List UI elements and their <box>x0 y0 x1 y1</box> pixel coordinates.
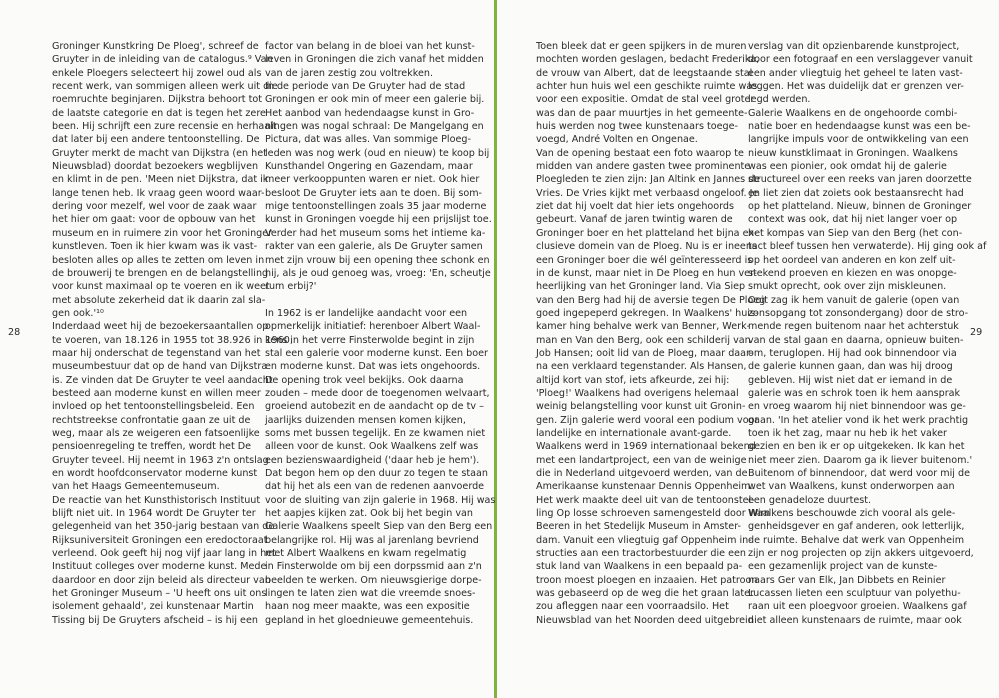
text-line: op het oordeel van anderen en kon zelf uit- <box>748 254 956 266</box>
text-line: tact bleef tussen hen verwaterde). Hij ging ook af <box>748 241 987 253</box>
text-line: structureel over een reeks van jaren doorzette <box>748 174 972 186</box>
text-line: een gezamenlijk project van de kunste- <box>748 561 938 573</box>
text-line: met Albert Waalkens en kwam regelmatig <box>265 548 467 560</box>
text-line: groeiend autobezit en de aandacht op de tv – <box>265 401 484 413</box>
text-line: mochten worden geslagen, bedacht Frederika, <box>536 54 760 66</box>
text-line: niet alleen kunstenaars de ruimte, maar ook <box>748 614 962 626</box>
text-line: het aapjes kijken zat. Ook bij het begin van <box>265 508 473 520</box>
text-line: om, teruglopen. Hij had ook binnendoor via <box>748 347 957 359</box>
text-line: Het aanbod van hedendaagse kunst in Gro- <box>265 107 475 119</box>
text-line: Ploegleden te zien zijn: Jan Altink en Jannes de <box>536 174 761 186</box>
text-line: jaarlijks duizenden mensen komen kijken, <box>265 414 466 426</box>
text-line: gen. Zijn galerie werd vooral een podium voor <box>536 414 759 426</box>
text-line: en moderne kunst. Dat was iets ongehoords. <box>265 361 481 373</box>
text-line: factor van belang in de bloei van het kunst- <box>265 41 475 52</box>
text-line: natie boer en hedendaagse kunst was een be- <box>748 121 971 133</box>
text-line: Pictura, dat was alles. Van sommige Ploeg- <box>265 134 471 146</box>
text-line: toen ik het zag, maar nu heb ik het vaker <box>748 427 947 439</box>
text-line: Amerikaanse kunstenaar Dennis Oppenheim. <box>536 481 754 493</box>
text-line: museum en in ruimere zin voor het Groninger <box>52 227 273 239</box>
text-line: en liet zien dat zoiets ook bestaansrecht had <box>748 187 964 199</box>
text-line: leggen. Het was duidelijk dat er grenzen ver- <box>748 81 964 93</box>
text-line: gelegenheid van het 350-jarig bestaan van de <box>52 521 275 533</box>
text-line: belangrijke rol. Hij was al jarenlang bevriend <box>265 534 479 546</box>
text-line: In 1962 is er landelijke aandacht voor een <box>265 307 468 319</box>
text-line: van de jaren zestig zou voltrekken. <box>265 67 433 79</box>
text-line: beelden te werken. Om nieuwsgierige dorpe- <box>265 574 482 586</box>
text-line: troon moest ploegen en inzaaien. Het patroon <box>536 574 758 586</box>
text-line: museumbestuur dat op de hand van Dijkstra <box>52 361 268 373</box>
text-line: galerie was en schrok toen ik hem aansprak <box>748 387 961 399</box>
text-line: gebeurt. Vanaf de jaren twintig waren de <box>536 214 733 226</box>
text-line: zijn er nog projecten op zijn akkers uitgevoerd, <box>748 548 974 560</box>
text-line: huis werden nog twee kunstenaars toege- <box>536 121 738 133</box>
text-line: kens in het verre Finsterwolde begint in zijn <box>265 334 475 346</box>
text-line: stekend proeven en kiezen en was onopge- <box>748 267 957 279</box>
text-line: enkele Ploegers selecteert hij zowel oud als <box>52 67 262 79</box>
text-line: Nieuwsblad) doordat bezoekers wegblijven <box>52 161 259 173</box>
text-line: Toen bleek dat er geen spijkers in de muren <box>536 41 747 52</box>
text-line: was gebaseerd op de weg die het graan later <box>536 588 754 600</box>
text-line: man en Van den Berg, ook een schilderij van <box>536 334 751 346</box>
page-number-right: 29 <box>970 327 983 338</box>
text-line: invloed op het tentoonstellingsbeleid. Een <box>52 401 255 413</box>
text-line: van den Berg had hij de aversie tegen De Ploeg <box>536 294 766 306</box>
page-number-left: 28 <box>8 327 21 338</box>
text-line: genheidsgever en gaf anderen, ook letterlijk, <box>748 521 965 533</box>
text-line: leden was nog werk (oud en nieuw) te koop bij <box>265 147 490 159</box>
text-line: leven in Groningen die zich vanaf het midden <box>265 54 484 66</box>
text-line: na een verklaard tegenstander. Als Hansen, <box>536 361 747 373</box>
text-line: voor de sluiting van zijn galerie in 1968. Hij was <box>265 494 496 506</box>
text-line: dat later bij een andere tentoonstelling. De <box>52 134 260 146</box>
text-line: isolement gehaald', zei kunstenaar Martin <box>52 601 254 613</box>
text-line: Groningen er ook min of meer een galerie bij. <box>265 94 485 106</box>
text-line: met absolute zekerheid dat ik daarin zal sla- <box>52 294 266 306</box>
text-line: zouden – mede door de toegenomen welvaart, <box>265 387 490 399</box>
text-line: het Groninger Museum – 'U heeft ons uit ons <box>52 588 267 600</box>
text-line: rakter van een galerie, als De Gruyter samen <box>265 241 483 253</box>
text-line: Groninger boer en het platteland het bijna ex- <box>536 227 758 239</box>
text-line: kunstleven. Toen ik hier kwam was ik vast- <box>52 241 258 253</box>
text-line: mige tentoonstellingen zoals 35 jaar moderne <box>265 201 487 213</box>
text-line: wet van Waalkens, kunst onderworpen aan <box>748 481 955 493</box>
text-line: maar hij onderschat de tegenstand van het <box>52 347 261 359</box>
text-line: met zijn vrouw bij een opening thee schonk en <box>265 254 490 266</box>
text-line: het kompas van Siep van den Berg (het con- <box>748 227 963 239</box>
text-line: de brouwerij te brengen en de belangstelling <box>52 267 269 279</box>
text-line: van het Haags Gemeentemuseum. <box>52 481 220 493</box>
text-line: Job Hansen; ooit lid van de Ploeg, maar daar- <box>536 347 753 359</box>
text-line: Instituut colleges over moderne kunst. Mede <box>52 561 267 573</box>
text-line: was dan de paar muurtjes in het gemeente- <box>536 107 748 119</box>
text-column-4 <box>748 40 986 627</box>
text-column-1 <box>52 40 293 627</box>
text-line: gebleven. Hij wist niet dat er iemand in de <box>748 374 953 386</box>
text-line: weg, maar als ze weigeren een fatsoenlijke <box>52 427 260 439</box>
text-line: de ruimte. Behalve dat werk van Oppenheim <box>748 534 965 546</box>
text-line: en vroeg waarom hij niet binnendoor was ge- <box>748 401 966 413</box>
text-line: 'Ploeg!' Waalkens had overigens helemaal <box>536 387 739 399</box>
text-line: naars Ger van Elk, Jan Dibbets en Reinier <box>748 574 946 586</box>
text-line: midden van andere gasten twee prominente <box>536 161 751 173</box>
text-line: alleen voor de kunst. Ook Waalkens zelf was <box>265 441 479 453</box>
text-line: rum erbij?' <box>265 281 317 293</box>
text-line: te voeren, van 18.126 in 1955 tot 38.926 in 1960, <box>52 334 293 346</box>
text-line: zou afleggen naar een voorraadsilo. Het <box>536 601 729 613</box>
text-line: Buitenom of binnendoor, dat werd voor mij de <box>748 468 970 479</box>
text-line: altijd kort van stof, iets afkeurde, zei hij: <box>536 374 730 386</box>
text-line: gepland in het gloednieuwe gemeentehuis. <box>265 614 474 626</box>
text-line: ningen was nogal schraal: De Mangelgang en <box>265 121 484 133</box>
text-line: hij, als je oud genoeg was, vroeg: 'En, scheutje <box>265 267 491 279</box>
text-line: Inderdaad weet hij de bezoekersaantallen op <box>52 321 269 333</box>
text-line: gezien en ben ik er op uitgekeken. Ik kan het <box>748 441 965 453</box>
text-line: De opening trok veel bekijks. Ook daarna <box>265 374 464 386</box>
text-line: op het platteland. Nieuw, binnen de Groninger <box>748 201 972 213</box>
text-line: stal een galerie voor moderne kunst. Een boer <box>265 347 488 359</box>
text-line: verleend. Ook geeft hij nog vijf jaar lang in het <box>52 548 276 560</box>
text-line: Lucassen lieten een sculptuur van polyethu- <box>748 588 961 600</box>
text-line: Galerie Waalkens speelt Siep van den Berg een <box>265 521 493 533</box>
text-column-2 <box>265 40 495 627</box>
text-line: besloten alles op alles te zetten om leven in <box>52 254 265 266</box>
text-line: De reactie van het Kunsthistorisch Instituut <box>52 494 261 506</box>
text-line: recent werk, van sommigen alleen werk uit die <box>52 81 278 93</box>
text-line: mende regen buitenom naar het achterstuk <box>748 321 959 333</box>
text-line: rechtstreekse confrontatie gaan ze uit de <box>52 414 251 426</box>
text-line: Beeren in het Stedelijk Museum in Amster- <box>536 521 741 533</box>
text-line: dering voor mezelf, wel voor de zaak waar <box>52 201 257 213</box>
text-line: dat hij het als een van de redenen aanvoerde <box>265 481 485 493</box>
text-line: haan nog meer maakte, was een expositie <box>265 601 470 613</box>
text-line: langrijke impuls voor de ontwikkeling van een <box>748 134 969 146</box>
text-line: Vries. De Vries kijkt met verbaasd ongeloof. Je <box>536 187 759 199</box>
text-line: en wordt hoofdconservator moderne kunst <box>52 468 258 479</box>
text-line: soms met bussen tegelijk. En ze kwamen niet <box>265 427 486 439</box>
text-line: besteed aan moderne kunst en willen meer <box>52 387 261 399</box>
text-line: Gruyter in de inleiding van de catalogus.⁹ Van <box>52 54 273 66</box>
text-line: meer verkooppunten waren er niet. Ook hier <box>265 174 480 186</box>
text-line: legd werden. <box>748 94 811 106</box>
text-line: ziet dat hij voelt dat hier iets ongehoords <box>536 201 735 213</box>
text-line: Gruyter teveel. Hij neemt in 1963 z'n ontslag <box>52 454 269 466</box>
text-line: zonsopgang tot zonsondergang) door de stro- <box>748 307 969 319</box>
text-line: niet meer zien. Daarom ga ik liever buitenom.' <box>748 454 973 466</box>
text-line: In de periode van De Gruyter had de stad <box>265 81 466 93</box>
text-line: Rijksuniversiteit Groningen een eredoctoraat <box>52 534 268 546</box>
text-line: Verder had het museum soms het intieme ka- <box>265 227 486 239</box>
text-line: was een pionier, ook omdat hij de galerie <box>748 161 947 173</box>
text-line: is. Ze vinden dat De Gruyter te veel aandacht <box>52 374 273 386</box>
text-line: met een landartproject, een van de weinige <box>536 454 747 466</box>
text-line: een bezienswaardigheid ('daar heb je hem'). <box>265 454 480 466</box>
text-line: gaan. 'In het atelier vond ik het werk prachtig <box>748 414 969 426</box>
text-line: kunst in Groningen voegde hij een prijslijst toe. <box>265 214 492 226</box>
text-line: nieuw kunstklimaat in Groningen. Waalkens <box>748 147 958 159</box>
text-line: in de kunst, maar niet in De Ploeg en hun ver- <box>536 267 757 279</box>
text-line: besloot De Gruyter iets aan te doen. Bij som- <box>265 187 482 199</box>
text-line: een ander vliegtuig het geheel te laten vast- <box>748 67 963 79</box>
text-line: een genadeloze duurtest. <box>748 494 872 506</box>
text-line: de vrouw van Albert, dat de leegstaande stal <box>536 67 753 79</box>
text-line: gen ook.'¹⁰ <box>52 307 104 319</box>
text-line: daardoor en door zijn beleid als directeur van <box>52 574 271 586</box>
text-line: heerlijking van het Groninger land. Via Siep <box>536 281 746 293</box>
text-line: dam. Vanuit een vliegtuig gaf Oppenheim in- <box>536 534 752 546</box>
text-line: lange tenen heb. Ik vraag geen woord waar- <box>52 187 265 199</box>
text-line: Van de opening bestaat een foto waarop te <box>536 147 744 159</box>
text-line: voor een expositie. Omdat de stal veel groter <box>536 94 755 106</box>
text-line: stuk land van Waalkens in een bepaald pa- <box>536 561 743 573</box>
text-line: context was ook, dat hij niet langer voer op <box>748 214 958 226</box>
text-line <box>265 294 495 307</box>
text-line: Waalkens beschouwde zich vooral als gele- <box>748 508 956 520</box>
text-line: been. Hij schrijft een zure recensie en herhaalt <box>52 121 277 133</box>
text-line: structies aan een tractorbestuurder die een <box>536 548 746 560</box>
text-line: in Finsterwolde om bij een dorpssmid aan z'n <box>265 561 482 573</box>
text-line: Tissing bij De Gruyters afscheid – is hij een <box>52 614 258 626</box>
text-line: voor kunst maximaal op te voeren en ik weet <box>52 281 270 293</box>
text-column-3 <box>536 40 770 627</box>
text-line: achter hun huis wel een geschikte ruimte was <box>536 81 758 93</box>
text-line: kamer hing behalve werk van Benner, Werk- <box>536 321 751 333</box>
text-line: van de stal gaan en daarna, opnieuw buiten- <box>748 334 964 346</box>
text-line: verslag van dit opzienbarende kunstproject, <box>748 41 960 52</box>
text-line: pensioenregeling te treffen, wordt het De <box>52 441 252 453</box>
text-line: Kunsthandel Ongering en Gazendam, maar <box>265 161 473 173</box>
text-line: Het werk maakte deel uit van de tentoonstel- <box>536 494 755 506</box>
text-line: roemruchte beginjaren. Dijkstra behoort tot <box>52 94 262 106</box>
text-line: raan uit een ploegvoor groeien. Waalkens gaf <box>748 601 967 613</box>
text-line: lingen te laten zien wat die vreemde snoes- <box>265 588 476 600</box>
text-line: landelijke en internationale avant-garde. <box>536 427 732 439</box>
text-line: voegd, André Volten en Ongenae. <box>536 134 698 146</box>
text-line: door een fotograaf en een verslaggever vanuit <box>748 54 973 66</box>
text-line: smukt oprecht, ook over zijn miskleunen. <box>748 281 947 293</box>
text-line: en klimt in de pen. 'Meen niet Dijkstra, dat ik <box>52 174 269 186</box>
text-line: opmerkelijk initiatief: herenboer Albert Waal- <box>265 321 481 333</box>
text-line: Ooit zag ik hem vanuit de galerie (open van <box>748 294 960 306</box>
text-line: de galerie kunnen gaan, dan was hij droog <box>748 361 953 373</box>
text-line: Gruyter merkt de macht van Dijkstra (en het <box>52 147 267 159</box>
text-line: de laatste categorie en dat is tegen het zere <box>52 107 266 119</box>
text-line: het hier om gaat: voor de opbouw van het <box>52 214 256 226</box>
text-line: weinig belangstelling voor kunst uit Gronin- <box>536 401 746 413</box>
text-line: Waalkens werd in 1969 internationaal bekend <box>536 441 756 453</box>
text-line: Nieuwsblad van het Noorden deed uitgebreid <box>536 614 754 626</box>
text-line: blijft niet uit. In 1964 wordt De Gruyter ter <box>52 508 256 520</box>
text-line: die in Nederland uitgevoerd werden, van de <box>536 468 748 479</box>
text-line: Groninger Kunstkring De Ploeg', schreef de <box>52 41 259 52</box>
text-line: goed ingepeperd gekregen. In Waalkens' huis- <box>536 307 759 319</box>
text-line: Dat begon hem op den duur zo tegen te staan <box>265 468 488 479</box>
text-line: een Groninger boer die wél geïnteresseerd is <box>536 254 753 266</box>
text-line: ling Op losse schroeven samengesteld door Wim <box>536 508 771 520</box>
text-line: clusieve domein van de Ploeg. Nu is er ineens <box>536 241 757 253</box>
text-line: Galerie Waalkens en de ongehoorde combi- <box>748 107 958 119</box>
